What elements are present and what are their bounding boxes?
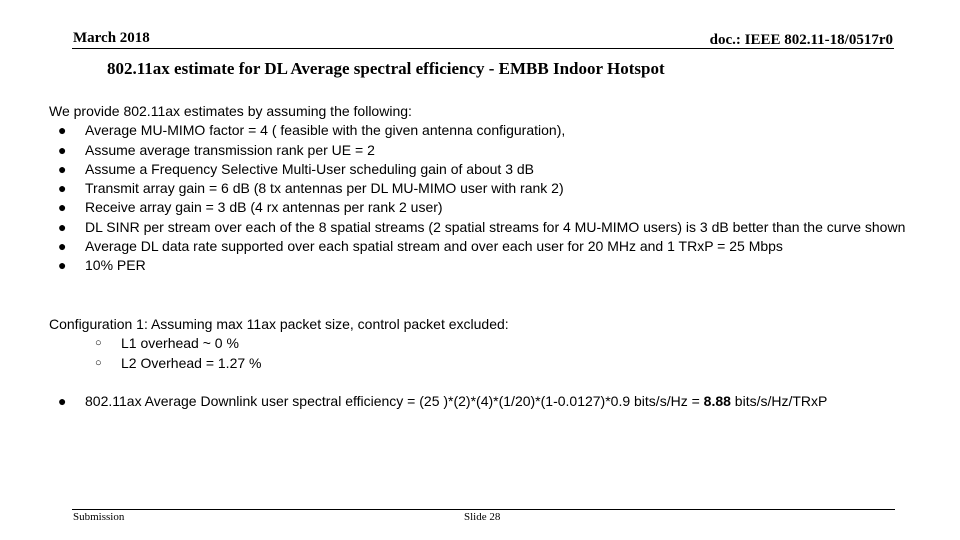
result-value: 8.88: [703, 393, 731, 409]
assumptions-list: [49, 121, 944, 275]
sub-bullet-icon: ○: [95, 356, 102, 369]
list-item: ○ L2 Overhead = 1.27 %: [49, 354, 944, 373]
list-item: ● Average MU-MIMO factor = 4 ( feasible with the given antenna configuration),: [49, 121, 944, 140]
bullet-icon: ●: [58, 122, 67, 139]
configuration-label: Configuration 1: Assuming max 11ax packet size, control packet excluded:: [49, 316, 509, 332]
list-item: ● Assume average transmission rank per UE = 2: [49, 141, 944, 160]
footer-slide-number: Slide 28: [464, 511, 501, 523]
configuration-block: [49, 315, 944, 373]
footer-divider: [72, 509, 895, 510]
list-item: ● 10% PER: [49, 256, 944, 275]
result-list: [49, 392, 944, 411]
list-item: ● Assume a Frequency Selective Multi-User scheduling gain of about 3 dB: [49, 160, 944, 179]
intro-text: We provide 802.11ax estimates by assuming the following:: [49, 103, 412, 119]
list-item: [49, 392, 944, 411]
header-doc-id: doc.: IEEE 802.11-18/0517r0: [709, 32, 893, 48]
result-unit: bits/s/Hz/TRxP: [730, 393, 828, 409]
slide-title: 802.11ax estimate for DL Average spectral efficiency - EMBB Indoor Hotspot: [107, 59, 665, 78]
list-item: ● DL SINR per stream over each of the 8 spatial streams (2 spatial streams for 4 MU-MIMO users) is 3 dB better than the curve shown: [49, 218, 944, 237]
header-divider: [72, 48, 894, 49]
footer-submission: Submission: [73, 511, 125, 523]
list-item: ● Transmit array gain = 6 dB (8 tx antennas per DL MU-MIMO user with rank 2): [49, 179, 944, 198]
bullet-icon: ●: [58, 218, 67, 235]
header-date: March 2018: [73, 30, 150, 46]
overhead-list: [49, 334, 944, 373]
bullet-icon: ●: [58, 199, 67, 216]
bullet-icon: ●: [58, 160, 67, 177]
bullet-icon: ●: [58, 393, 67, 409]
sub-bullet-icon: ○: [95, 337, 102, 350]
list-item: ● Receive array gain = 3 dB (4 rx antennas per rank 2 user): [49, 198, 944, 217]
result-formula: 802.11ax Average Downlink user spectral efficiency = (25 )*(2)*(4)*(1/20)*(1-0.0127)*0.9 bits/s/Hz =: [85, 393, 704, 409]
bullet-icon: ●: [58, 180, 67, 197]
assumptions-block: [49, 102, 944, 276]
bullet-icon: ●: [58, 141, 67, 158]
bullet-icon: ●: [58, 257, 67, 274]
result-block: [49, 392, 944, 411]
bullet-icon: ●: [58, 238, 67, 255]
list-item: ● Average DL data rate supported over each spatial stream and over each user for 20 MHz and 1 TRxP = 25 Mbps: [49, 237, 944, 256]
list-item: ○ L1 overhead ~ 0 %: [49, 334, 944, 353]
